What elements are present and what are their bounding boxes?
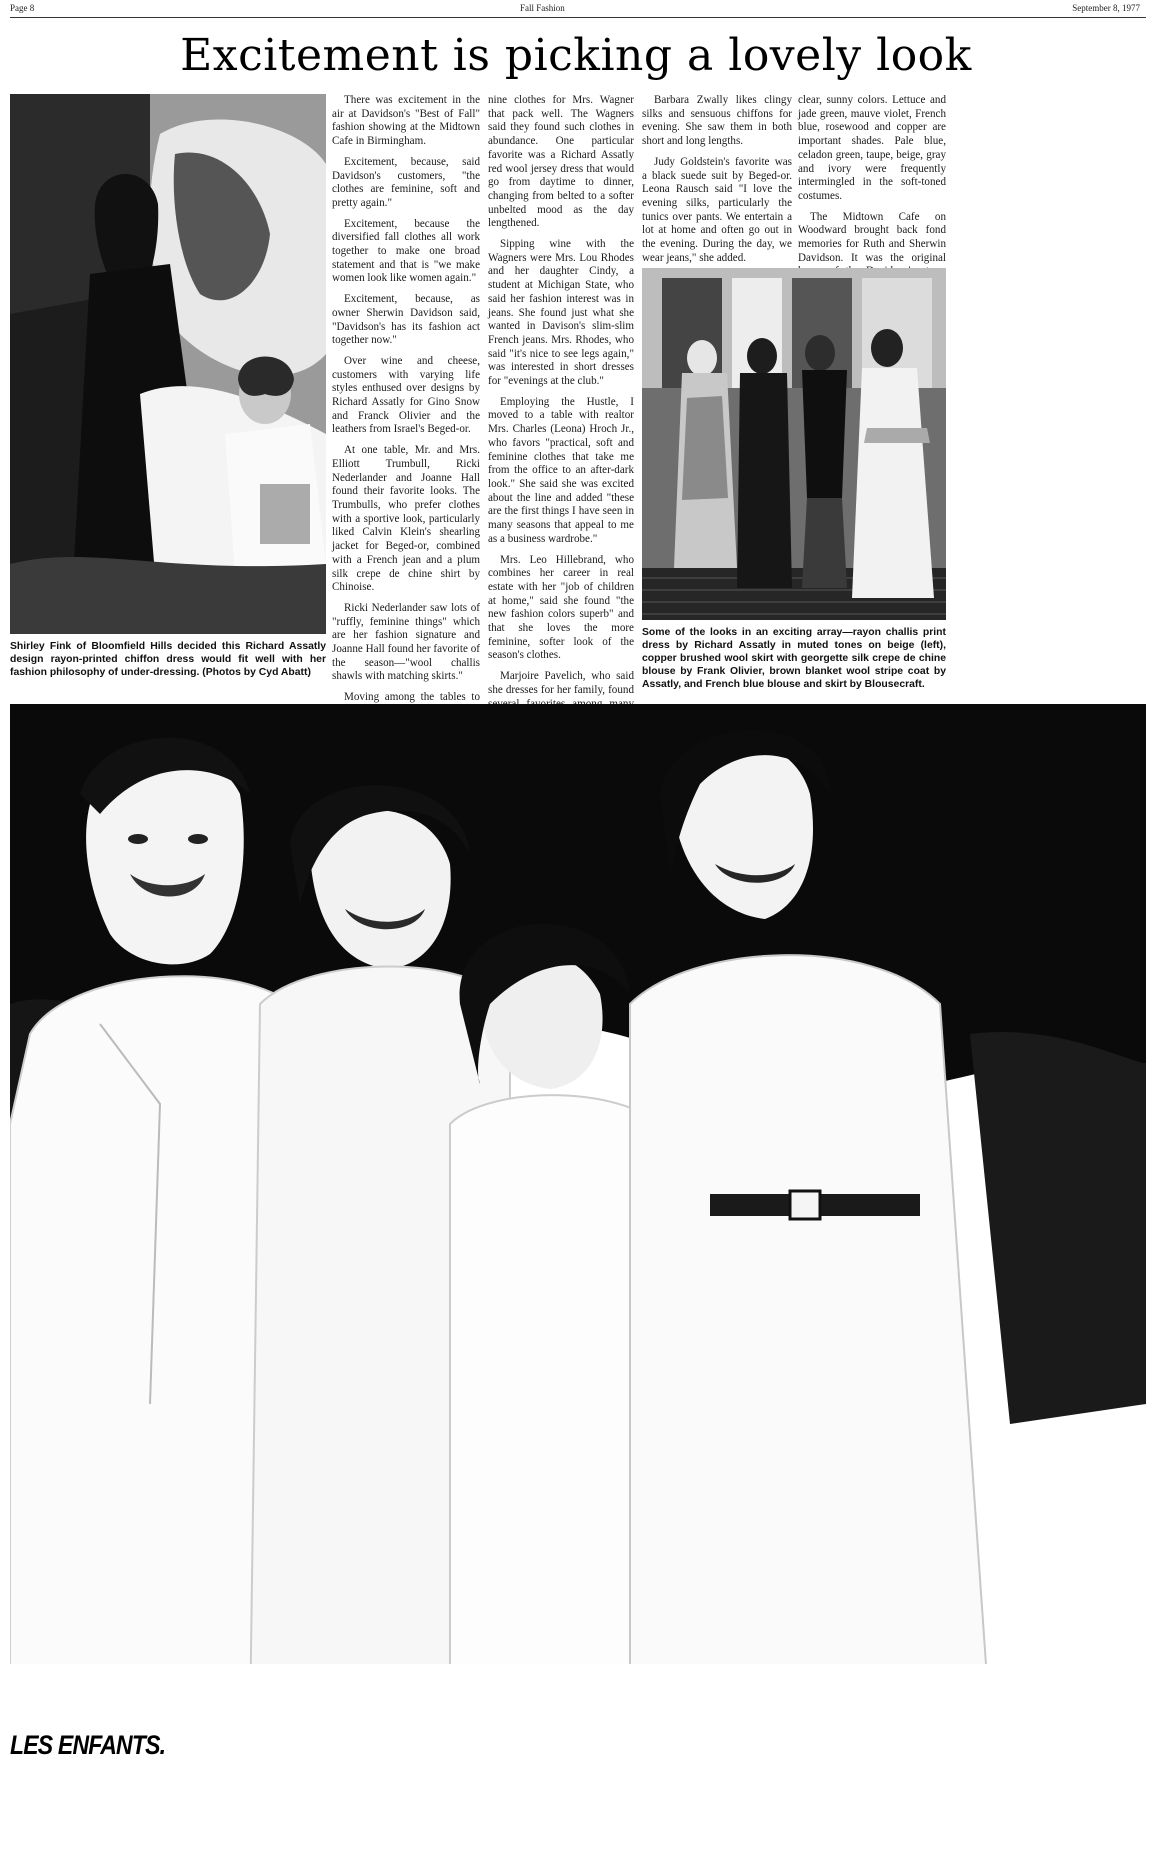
article-paragraph: Mrs. Leo Hillebrand, who combines her career in real estate with her "job of children at home," said she found "the new fashion colors superb" and that she loves the more feminine, softer look of the season's clothes.	[488, 553, 634, 662]
article-paragraph: Over wine and cheese, customers with varying life styles enthused over designs by Richard Assatly for Gino Snow and Franck Olivier and the leathers from Israel's Beged-or.	[332, 354, 480, 436]
article-paragraph: Excitement, because the diversified fall clothes all work together to make one broad statement and that is "we make women look like women again."	[332, 217, 480, 285]
issue-date: September 8, 1977	[1072, 3, 1140, 13]
shirley-fink-photo	[10, 94, 326, 634]
article-paragraph: Excitement, because, said Davidson's customers, "the clothes are feminine, soft and pretty again."	[332, 155, 480, 209]
right-photo-caption: Some of the looks in an exciting array—rayon challis print dress by Richard Assatly in muted tones on beige (left), copper brushed wool skirt with georgette silk crepe de chine blouse by Frank Olivier, brown blanket wool stripe coat by Assatly, and French blue blouse and skirt by Blousecraft.	[642, 627, 946, 690]
article-paragraph: Ricki Nederlander saw lots of "ruffly, feminine things" which are her fashion signature and Joanne Hall found her favorite of the season—"wool challis shawls with matching skirts."	[332, 601, 480, 683]
models-group-photo	[642, 268, 946, 620]
article-paragraph: nine clothes for Mrs. Wagner that pack well. The Wagners said they found such clothes in abundance. One particular favorite was a Richard Assatly red wool jersey dress that would go from daytime to dinner, changing from belted to a softer unbelted mood as the day lengthened.	[488, 94, 634, 230]
article-paragraph: clear, sunny colors. Lettuce and jade green, mauve violet, French blue, rosewood and copper are important shades. Pale blue, celadon green, taupe, beige, gray and ivory were frequently intermingled in the soft-toned costumes.	[798, 94, 946, 202]
left-photo-caption: Shirley Fink of Bloomfield Hills decided this Richard Assatly design rayon-printed chiffon dress would fit well with her fashion philosophy of under-dressing. (Photos by Cyd Abatt)	[10, 641, 326, 678]
article-paragraph: There was excitement in the air at Davidson's "Best of Fall" fashion showing at the Midtown Cafe in Birmingham.	[332, 94, 480, 148]
headline: Excitement is picking a lovely look	[180, 30, 972, 81]
article-paragraph: At one table, Mr. and Mrs. Elliott Trumbull, Ricki Nederlander and Joanne Hall found their favorite looks. The Trumbulls, who prefer clothes with a sportive look, particularly liked Calvin Klein's shearling jacket for Beged-or, combined with a French jean and a plum silk crepe de chine shirt by Chinoise.	[332, 444, 480, 594]
article-paragraph: Marjoire Pavelich, who said she dresses for her family, found	[488, 670, 634, 696]
article-paragraph: Barbara Zwally likes clingy silks and sensuous chiffons for evening. She saw them in both short and long lengths.	[642, 94, 792, 148]
les-enfants-ad-photo	[10, 704, 1146, 1722]
header-rule	[10, 17, 1146, 18]
article-paragraph: Excitement, because, as owner Sherwin Davidson said, "Davidson's has its fashion act together now."	[332, 293, 480, 347]
article-paragraph: Sipping wine with the Wagners were Mrs. Lou Rhodes and her daughter Cindy, a student at Michigan State, who said her fashion interest was in jeans. She found just what she wanted in Davison's slim-slim French jeans. Mrs. Rhodes, who said "it's nice to see legs again," was interested in short dresses for "evenings at the club."	[488, 238, 634, 388]
article-paragraph: Employing the Hustle, I moved to a table with realtor Mrs. Charles (Leona) Hroch Jr., who favors "practical, soft and feminine clothes that take me from the office to an after-dark look." She said she was excited about the line and added "these are the first things I have seen in many seasons that appeal to me as a business wardrobe."	[488, 395, 634, 545]
article-paragraph: The Midtown Cafe on Woodward brought back fond memories for Ruth and Sherwin Davidson. It was the original	[798, 210, 946, 264]
article-paragraph: Judy Goldstein's favorite was a black suede suit by Beged-or. Leona Rausch said "I love the evening silks, particularly the tunics over pants. We entertain a lot at home and often go out in the evening. During the day, we wear jeans," she added.	[642, 155, 792, 264]
article-paragraph: Moving among the tables to	[344, 691, 480, 704]
les-enfants-brand: LES ENFANTS.	[10, 1729, 166, 1760]
section-name: Fall Fashion	[520, 3, 565, 13]
page-number: Page 8	[10, 3, 35, 13]
